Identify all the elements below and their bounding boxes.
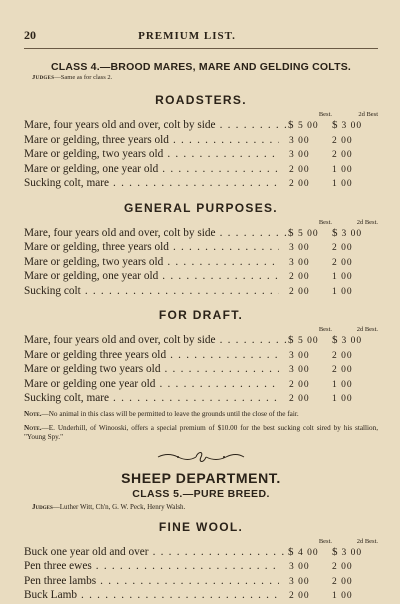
second-premium-value: 1 00	[332, 379, 353, 390]
second-premium-cell	[323, 577, 378, 587]
roadsters-column-headers	[24, 111, 378, 119]
column-second: 2d Best.	[356, 218, 378, 226]
second-premium-cell	[323, 351, 378, 361]
premium-row	[24, 560, 378, 575]
premium-row-label: Mare or gelding, three years old . . .	[24, 241, 279, 253]
second-premium-value: 2 00	[332, 135, 353, 146]
first-premium-value: 2 00	[289, 272, 310, 282]
second-premium-value: 1 00	[332, 179, 353, 189]
second-premium-value: 3 00	[341, 547, 363, 558]
dollar-sign: $	[332, 545, 339, 558]
second-premium-cell	[332, 546, 378, 558]
roadsters-title: ROADSTERS.	[155, 93, 247, 107]
premium-row	[24, 589, 378, 604]
dollar-sign: $	[332, 334, 339, 346]
premium-row	[24, 148, 378, 163]
premium-row-label: Buck one year old and over . . .	[24, 546, 288, 558]
first-premium-value: 2 00	[289, 286, 310, 297]
general-purposes-title: GENERAL PURPOSES.	[124, 200, 278, 215]
premium-row	[24, 134, 378, 149]
fine-wool-column-headers	[24, 538, 378, 546]
premium-row-label: Mare or gelding, one year old . . .	[24, 270, 279, 282]
premium-row-label: Mare, four years old and over, colt by side . . .	[24, 227, 288, 239]
first-premium-value: 2 00	[289, 394, 310, 404]
premium-row-label: Mare or gelding, one year old . . .	[24, 163, 279, 175]
class5-judges-label: Judges	[32, 502, 53, 511]
second-premium-value: 2 00	[332, 576, 353, 587]
note-fair-text: —No animal in this class will be permitted to leave the grounds until the close of the fair.	[41, 409, 299, 418]
first-premium-value: 3 00	[289, 257, 310, 268]
second-premium-value: 2 00	[332, 150, 353, 160]
second-premium-value: 1 00	[332, 286, 353, 297]
second-premium-value: 1 00	[332, 394, 353, 404]
second-premium-value: 2 00	[332, 365, 353, 375]
second-premium-value: 2 00	[332, 243, 353, 253]
first-premium-value: 5 00	[298, 121, 319, 131]
header-rule	[24, 48, 378, 49]
page-number: 20	[24, 28, 36, 42]
column-second: 2d Best.	[356, 537, 378, 545]
roadsters-table	[24, 119, 378, 192]
second-premium-cell	[323, 272, 378, 282]
column-best: Best.	[318, 326, 332, 333]
premium-row-label: Mare or gelding, two years old . . .	[24, 256, 279, 268]
second-premium-value: 3 00	[341, 336, 363, 346]
first-premium-value: 2 00	[289, 379, 310, 390]
class5-title: CLASS 5.—PURE BREED.	[132, 487, 270, 500]
general-column-headers	[24, 219, 378, 227]
class4-judges-label: Judges	[32, 74, 55, 81]
class5-judges	[24, 503, 378, 511]
premium-row-label: Sucking colt . . .	[24, 285, 279, 297]
premium-row-label: Buck Lamb . . .	[24, 589, 279, 601]
first-premium-value: 3 00	[289, 365, 310, 375]
second-premium-cell	[323, 165, 378, 175]
note-special-text: —E. Underhill, of Winooski, offers a special premium of $10.00 for the best sucking colt sired by his stallion, "Young Spy."	[24, 423, 378, 441]
premium-row	[24, 349, 378, 364]
first-premium-value: 2 00	[289, 591, 310, 601]
premium-row	[24, 392, 378, 407]
draft-title: FOR DRAFT.	[158, 308, 244, 322]
column-best: Best.	[318, 537, 332, 545]
note-special-label: Note.	[24, 423, 42, 432]
second-premium-cell	[323, 287, 378, 297]
second-premium-value: 2 00	[332, 257, 353, 268]
premium-row	[24, 241, 378, 256]
class4-judges	[24, 74, 378, 81]
premium-row	[24, 378, 378, 393]
premium-row-label: Sucking colt, mare . . .	[24, 177, 279, 189]
second-premium-cell	[323, 394, 378, 404]
first-premium-value: 5 00	[298, 336, 319, 346]
class4-title: CLASS 4.—BROOD MARES, MARE AND GELDING COLTS.	[50, 61, 352, 73]
premium-row-label: Pen three lambs . . .	[24, 575, 279, 587]
first-premium-value: 5 00	[298, 228, 319, 239]
premium-row	[24, 227, 378, 242]
premium-row-label: Mare or gelding, three years old . . .	[24, 134, 279, 146]
premium-row	[24, 163, 378, 178]
premium-row-label: Mare or gelding, two years old . . .	[24, 148, 279, 160]
second-premium-value: 2 00	[332, 562, 353, 572]
premium-row-label: Mare or gelding one year old . . .	[24, 378, 279, 390]
column-second: 2d Best	[358, 111, 378, 118]
note-special-premium	[24, 424, 378, 442]
premium-row-label: Pen three ewes . . .	[24, 560, 279, 572]
second-premium-value: 1 00	[332, 272, 353, 282]
decorative-ornament	[24, 450, 378, 464]
second-premium-value: 3 00	[341, 121, 363, 131]
dollar-sign: $	[332, 226, 339, 239]
dollar-sign: $	[332, 119, 339, 131]
dollar-sign: $	[288, 334, 294, 346]
premium-row	[24, 119, 378, 134]
first-premium-value: 3 00	[289, 576, 310, 587]
dollar-sign: $	[288, 119, 294, 131]
first-premium-value: 3 00	[289, 562, 310, 572]
note-fair	[24, 410, 378, 419]
class5-judges-text: —Luther Witt, Ch'n, G. W. Peck, Henry Walsh.	[52, 502, 186, 511]
premium-row	[24, 285, 378, 300]
first-premium-value: 3 00	[289, 150, 310, 160]
premium-row	[24, 546, 378, 561]
second-premium-cell	[323, 380, 378, 390]
second-premium-cell	[323, 150, 378, 160]
premium-row-label: Sucking colt, mare . . .	[24, 392, 279, 404]
second-premium-cell	[323, 258, 378, 268]
column-second: 2d Best.	[356, 326, 378, 333]
second-premium-value: 2 00	[332, 350, 353, 361]
running-head	[24, 0, 378, 42]
second-premium-cell	[332, 227, 378, 239]
general-purposes-table	[24, 227, 378, 300]
sheep-department-title: SHEEP DEPARTMENT.	[121, 469, 281, 486]
second-premium-cell	[332, 119, 378, 131]
second-premium-cell	[332, 334, 378, 346]
note-fair-label: Note.	[24, 409, 42, 418]
first-premium-value: 2 00	[289, 179, 310, 189]
second-premium-cell	[323, 562, 378, 572]
draft-column-headers	[24, 326, 378, 334]
premium-row	[24, 363, 378, 378]
premium-row	[24, 334, 378, 349]
first-premium-value: 3 00	[289, 350, 310, 361]
first-premium-value: 4 00	[298, 547, 319, 558]
second-premium-value: 1 00	[332, 164, 353, 175]
first-premium-value: 2 00	[289, 164, 310, 175]
premium-row	[24, 270, 378, 285]
premium-row-label: Mare or gelding two years old . . .	[24, 363, 279, 375]
premium-row-label: Mare, four years old and over, colt by side . . .	[24, 334, 288, 346]
fine-wool-title: FINE WOOL.	[158, 519, 244, 534]
premium-row	[24, 256, 378, 271]
dollar-sign: $	[288, 545, 294, 558]
dollar-sign: $	[288, 226, 294, 239]
premium-row	[24, 177, 378, 192]
second-premium-value: 3 00	[341, 228, 363, 239]
draft-table	[24, 334, 378, 407]
first-premium-value: 3 00	[289, 243, 310, 253]
first-premium-value: 3 00	[289, 135, 310, 146]
premium-row-label: Mare, four years old and over, colt by side . . .	[24, 119, 288, 131]
premium-row	[24, 575, 378, 590]
class4-judges-text: —Same as for class 2.	[54, 74, 113, 81]
second-premium-cell	[323, 365, 378, 375]
fine-wool-table	[24, 546, 378, 604]
premium-row-label: Mare or gelding three years old . . .	[24, 349, 279, 361]
second-premium-cell	[323, 136, 378, 146]
running-title: PREMIUM LIST.	[138, 30, 236, 42]
second-premium-cell	[323, 243, 378, 253]
second-premium-value: 1 00	[332, 591, 353, 601]
second-premium-cell	[323, 179, 378, 189]
column-best: Best.	[318, 218, 332, 226]
column-best: Best.	[318, 111, 332, 118]
